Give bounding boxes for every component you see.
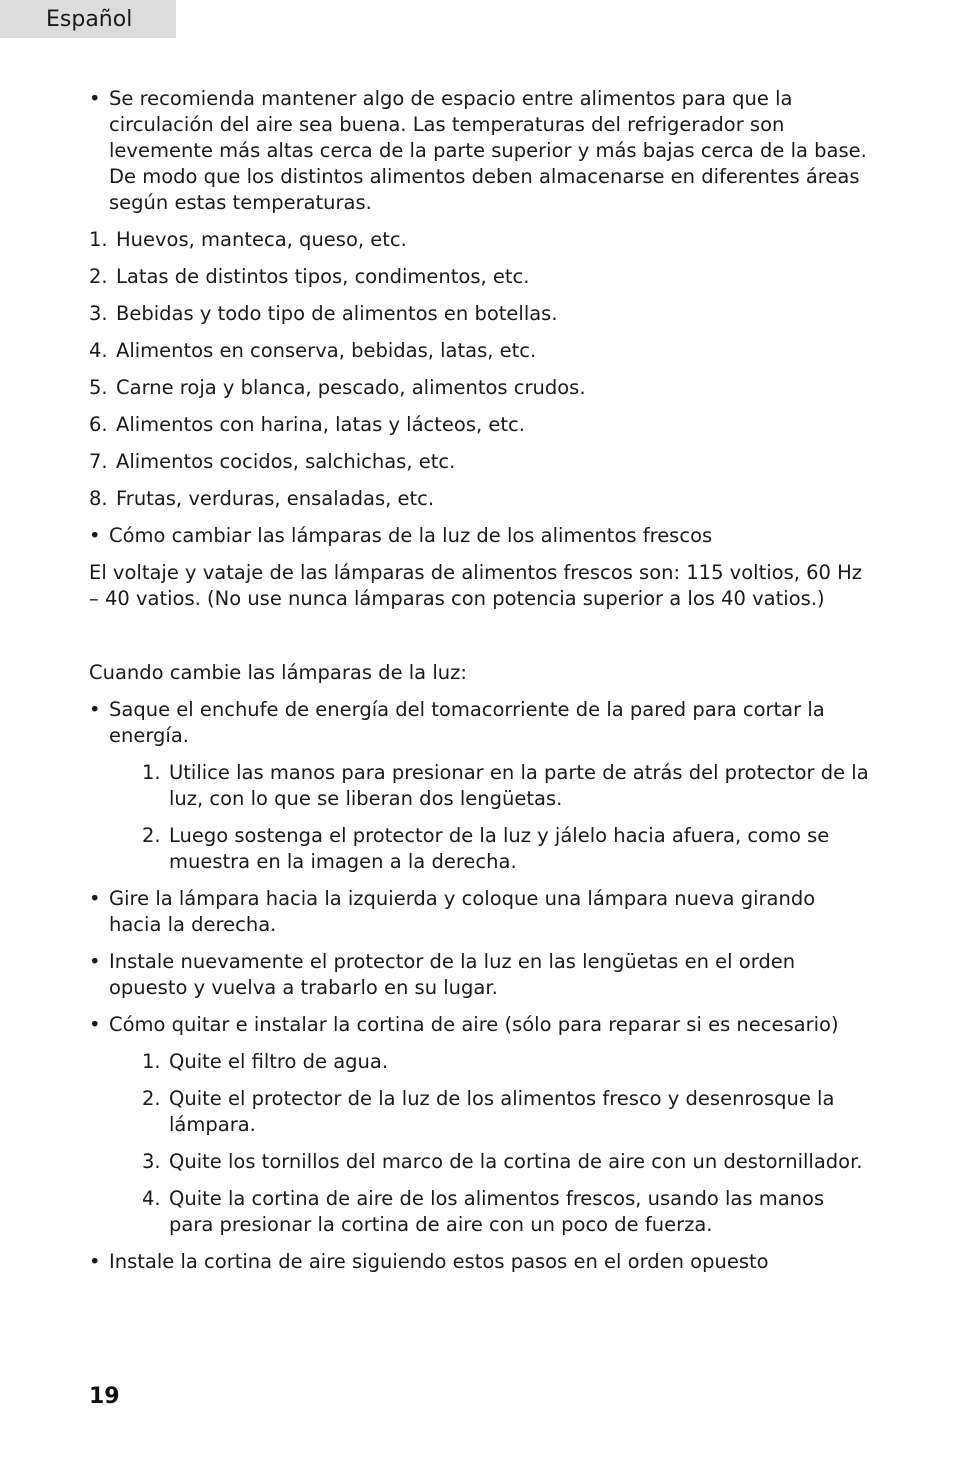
bullet-mark: • [89,1013,101,1036]
list-item-text: Alimentos con harina, latas y lácteos, etc. [116,413,525,436]
unplug-text: Saque el enchufe de energía del tomacorriente de la pared para cortar la energía. [109,698,825,747]
list-item-text: Carne roja y blanca, pescado, alimentos crudos. [116,376,586,399]
bullet-mark: • [89,698,101,721]
storage-list-item [89,449,869,475]
list-number: 8. [89,487,108,510]
air-curtain-step [89,1049,869,1075]
change-lamps-heading: Cómo cambiar las lámparas de la luz de los alimentos frescos [109,524,713,547]
air-curtain-step [89,1186,869,1238]
bullet-change-lamps [89,523,869,549]
bullet-mark: • [89,524,101,547]
reinstall-text: Instale nuevamente el protector de la luz en las lengüetas en el orden opuesto y vuelva a trabarlo en su lugar. [109,950,796,999]
step-number: 1. [142,1050,161,1073]
list-item-text: Alimentos en conserva, bebidas, latas, etc. [116,339,537,362]
lamp-step [89,760,869,812]
step-number: 4. [142,1187,161,1210]
language-tab: Español [0,0,176,38]
bullet-mark: • [89,887,101,910]
list-number: 5. [89,376,108,399]
list-number: 6. [89,413,108,436]
bullet-storage-intro [89,86,869,216]
list-number: 7. [89,450,108,473]
storage-list-item [89,338,869,364]
step-text: Quite el protector de la luz de los alimentos fresco y desenrosque la lámpara. [169,1087,835,1136]
page-number: 19 [89,1384,120,1409]
list-number: 1. [89,228,108,251]
bullet-unplug [89,697,869,749]
list-item-text: Alimentos cocidos, salchichas, etc. [116,450,456,473]
storage-list-item [89,486,869,512]
storage-list-item [89,264,869,290]
lamp-step [89,823,869,875]
list-number: 3. [89,302,108,325]
when-changing-text: Cuando cambie las lámparas de la luz: [89,661,467,684]
bullet-mark: • [89,87,101,110]
page-content [89,86,869,1286]
bullet-mark: • [89,950,101,973]
bullet-air-curtain [89,1012,869,1038]
bullet-install-air-curtain [89,1249,869,1275]
voltage-note: El voltaje y vataje de las lámparas de alimentos frescos son: 115 voltios, 60 Hz – 40 vatios. (No use nunca lámparas con potencia superior a los 40 vatios.) [89,561,863,610]
step-text: Utilice las manos para presionar en la parte de atrás del protector de la luz, con lo que se liberan dos lengüetas. [169,761,869,810]
list-number: 4. [89,339,108,362]
list-item-text: Latas de distintos tipos, condimentos, etc. [116,265,530,288]
storage-list-item [89,301,869,327]
step-number: 2. [142,1087,161,1110]
storage-list-item [89,227,869,253]
storage-list-item [89,412,869,438]
step-number: 1. [142,761,161,784]
list-item-text: Huevos, manteca, queso, etc. [116,228,407,251]
list-item-text: Frutas, verduras, ensaladas, etc. [116,487,435,510]
air-curtain-step [89,1086,869,1138]
step-number: 3. [142,1150,161,1173]
turn-lamp-text: Gire la lámpara hacia la izquierda y coloque una lámpara nueva girando hacia la derecha. [109,887,816,936]
step-text: Quite los tornillos del marco de la cortina de aire con un destornillador. [169,1150,863,1173]
air-curtain-heading: Cómo quitar e instalar la cortina de aire (sólo para reparar si es necesario) [109,1013,839,1036]
bullet-reinstall-protector [89,949,869,1001]
step-text: Quite la cortina de aire de los alimentos frescos, usando las manos para presionar la cortina de aire con un poco de fuerza. [169,1187,825,1236]
list-number: 2. [89,265,108,288]
storage-list-item [89,375,869,401]
bullet-turn-lamp [89,886,869,938]
air-curtain-step [89,1149,869,1175]
list-item-text: Bebidas y todo tipo de alimentos en botellas. [116,302,558,325]
step-text: Luego sostenga el protector de la luz y jálelo hacia afuera, como se muestra en la imagen a la derecha. [169,824,830,873]
install-air-curtain-text: Instale la cortina de aire siguiendo estos pasos en el orden opuesto [109,1250,769,1273]
storage-intro-text: Se recomienda mantener algo de espacio entre alimentos para que la circulación del aire sea buena. Las temperaturas del refrigerador son levemente más altas cerca de la parte superior y más bajas cerca de la base. De modo que los distintos alimentos deben almacenarse en diferentes áreas según estas temperaturas. [109,87,867,214]
step-number: 2. [142,824,161,847]
step-text: Quite el filtro de agua. [169,1050,389,1073]
bullet-mark: • [89,1250,101,1273]
